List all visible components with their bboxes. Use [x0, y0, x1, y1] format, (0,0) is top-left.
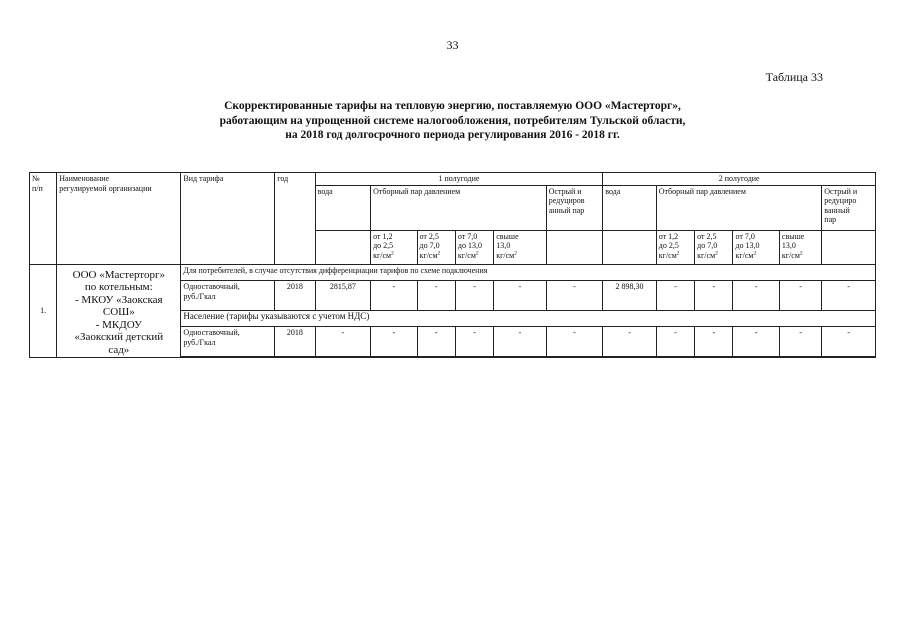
tariff-table	[29, 172, 876, 358]
value-cell: -	[371, 327, 417, 356]
pressure-range: от 2,5 до 7,0 $кг/см^2$	[695, 230, 733, 264]
value-cell: -	[656, 327, 694, 356]
value-cell: -	[779, 327, 821, 356]
value-cell: -	[656, 281, 694, 310]
pressure-range: свыше 13,0 $кг/см^2$	[779, 230, 821, 264]
value-cell: -	[779, 281, 821, 310]
value-cell: -	[733, 327, 779, 356]
header-org: Наименование регулируемой организации	[57, 173, 181, 265]
value-cell: -	[546, 281, 603, 310]
value-cell: 2815,87	[315, 281, 371, 310]
pressure-range: от 1,2 до 2,5 $кг/см^2$	[656, 230, 694, 264]
document-title	[150, 99, 755, 143]
value-cell: 2 898,30	[603, 281, 656, 310]
pressure-range: от 7,0 до 13,0 $кг/см^2$	[455, 230, 493, 264]
value-cell: -	[695, 281, 733, 310]
pressure-range: свыше 13,0 $кг/см^2$	[494, 230, 546, 264]
value-cell: -	[733, 281, 779, 310]
section-consumers: Для потребителей, в случае отсутствия дифференциации тарифов по схеме подключения	[181, 264, 876, 281]
title-line: на 2018 год долгосрочного периода регулирования 2016 - 2018 гг.	[285, 129, 620, 141]
value-cell: -	[455, 327, 493, 356]
header-tariff-type: Вид тарифа	[181, 173, 275, 265]
value-cell: -	[822, 327, 876, 356]
value-cell: -	[417, 281, 455, 310]
header-year: год	[275, 173, 315, 265]
table-label: Таблица 33	[765, 70, 823, 84]
pressure-range: от 1,2 до 2,5 $кг/см^2$	[371, 230, 417, 264]
title-line: Скорректированные тарифы на тепловую энергию, поставляемую ООО «Мастерторг»,	[224, 100, 681, 112]
value-cell: -	[315, 327, 371, 356]
value-cell: -	[494, 281, 546, 310]
header-half1: 1 полугодие	[315, 173, 603, 186]
organization-name: ООО «Мастерторг» по котельным: - МКОУ «Заокская СОШ» - МКДОУ «Заокский детский сад»	[57, 264, 181, 358]
section-row	[30, 264, 876, 281]
header-num: № п/п	[30, 173, 57, 265]
year-cell: 2018	[275, 281, 315, 310]
pressure-range: от 2,5 до 7,0 $кг/см^2$	[417, 230, 455, 264]
header-sharp-steam: Острый и редуциров анный пар	[546, 185, 603, 230]
header-water: вода	[603, 185, 656, 230]
value-cell: -	[603, 327, 656, 356]
section-population: Население (тарифы указываются с учетом НДС)	[181, 310, 876, 327]
tariff-kind: Одноставочный, руб./Гкал	[181, 327, 275, 356]
header-half2: 2 полугодие	[603, 173, 876, 186]
value-cell: -	[546, 327, 603, 356]
tariff-kind: Одноставочный, руб./Гкал	[181, 281, 275, 310]
value-cell: -	[494, 327, 546, 356]
row-number: 1.	[30, 264, 57, 358]
page-number: 33	[446, 38, 459, 52]
value-cell: -	[822, 281, 876, 310]
header-steam: Отборный пар давлением	[656, 185, 822, 230]
header-row	[30, 173, 876, 186]
header-water: вода	[315, 185, 371, 230]
value-cell: -	[455, 281, 493, 310]
year-cell: 2018	[275, 327, 315, 356]
header-steam: Отборный пар давлением	[371, 185, 547, 230]
title-line: работающим на упрощенной системе налогообложения, потребителям Тульской области,	[219, 114, 686, 127]
value-cell: -	[417, 327, 455, 356]
value-cell: -	[371, 281, 417, 310]
header-sharp-steam: Острый и редуциро ванный пар	[822, 185, 876, 230]
value-cell: -	[695, 327, 733, 356]
pressure-range: от 7,0 до 13,0 $кг/см^2$	[733, 230, 779, 264]
